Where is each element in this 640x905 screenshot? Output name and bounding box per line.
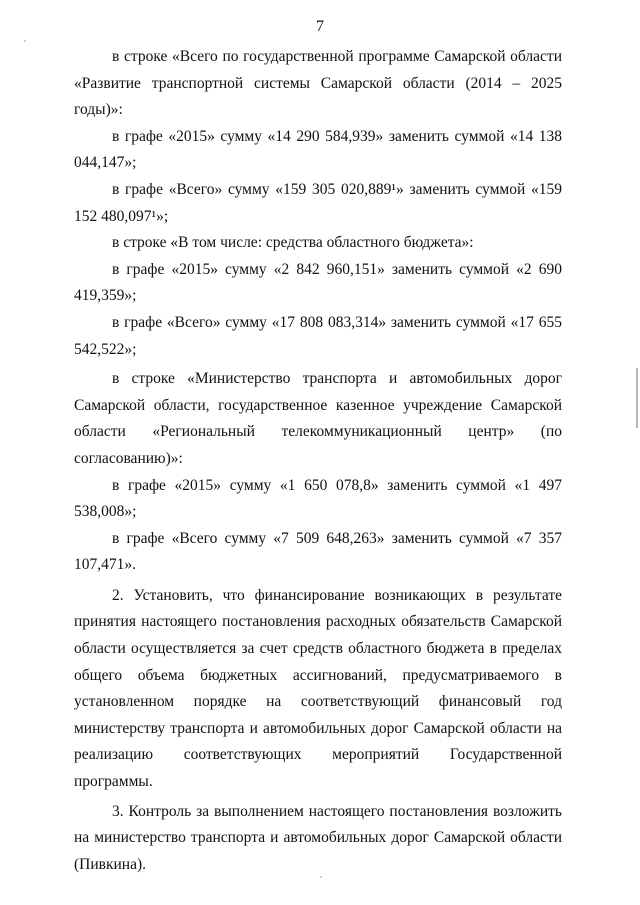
paragraph-regional-2015: в графе «2015» сумму «2 842 960,151» заменить суммой «2 690 419,359»; (74, 260, 562, 305)
paragraph-ministry-all: в графе «Всего сумму «7 509 648,263» заменить суммой «7 357 107,471». (74, 529, 562, 574)
paragraph-total-2015: в графе «2015» сумму «14 290 584,939» заменить суммой «14 138 044,147»; (74, 127, 562, 172)
scan-dot-mark (24, 40, 26, 42)
scan-dot-mark (320, 876, 322, 878)
paragraph-ministry-row: в строке «Министерство транспорта и автомобильных дорог Самарской области, государственное казенное учреждение Самарской области «Региональный телекоммуникационный центр» (по согласованию)»: (74, 370, 562, 467)
page-number: 7 (316, 18, 324, 35)
paragraph-regional-budget-row: в строке «В том числе: средства областного бюджета»: (112, 234, 474, 252)
paragraph-clause-3-control: 3. Контроль за выполнением настоящего постановления возложить на министерство транспорта и автомобильных дорог Самарской области (Пивкина). (74, 802, 562, 873)
document-body (74, 44, 562, 878)
paragraph-total-all: в графе «Всего» сумму «159 305 020,889¹» заменить суммой «159 152 480,097¹»; (74, 180, 562, 225)
paragraph-ministry-2015: в графе «2015» сумму «1 650 078,8» заменить суммой «1 497 538,008»; (74, 476, 562, 521)
paragraph-regional-all: в графе «Всего» сумму «17 808 083,314» заменить суммой «17 655 542,522»; (74, 313, 562, 358)
scan-edge-mark (636, 368, 638, 428)
paragraph-total-program-row: в строке «Всего по государственной программе Самарской области «Развитие транспортной системы Самарской области (2014 – 2025 годы)»: (74, 48, 562, 119)
paragraph-clause-2-financing: 2. Установить, что финансирование возникающих в результате принятия настоящего постановления расходных обязательств Самарской области осуществляется за счет средств областного бюджета в пределах общего объема бюджетных ассигнований, предусматриваемого в установленном порядке на соответствующий финансовый год министерству транспорта и автомобильных дорог Самарской области на реализацию соответствующих мероприятий Государственной программы. (74, 586, 562, 791)
